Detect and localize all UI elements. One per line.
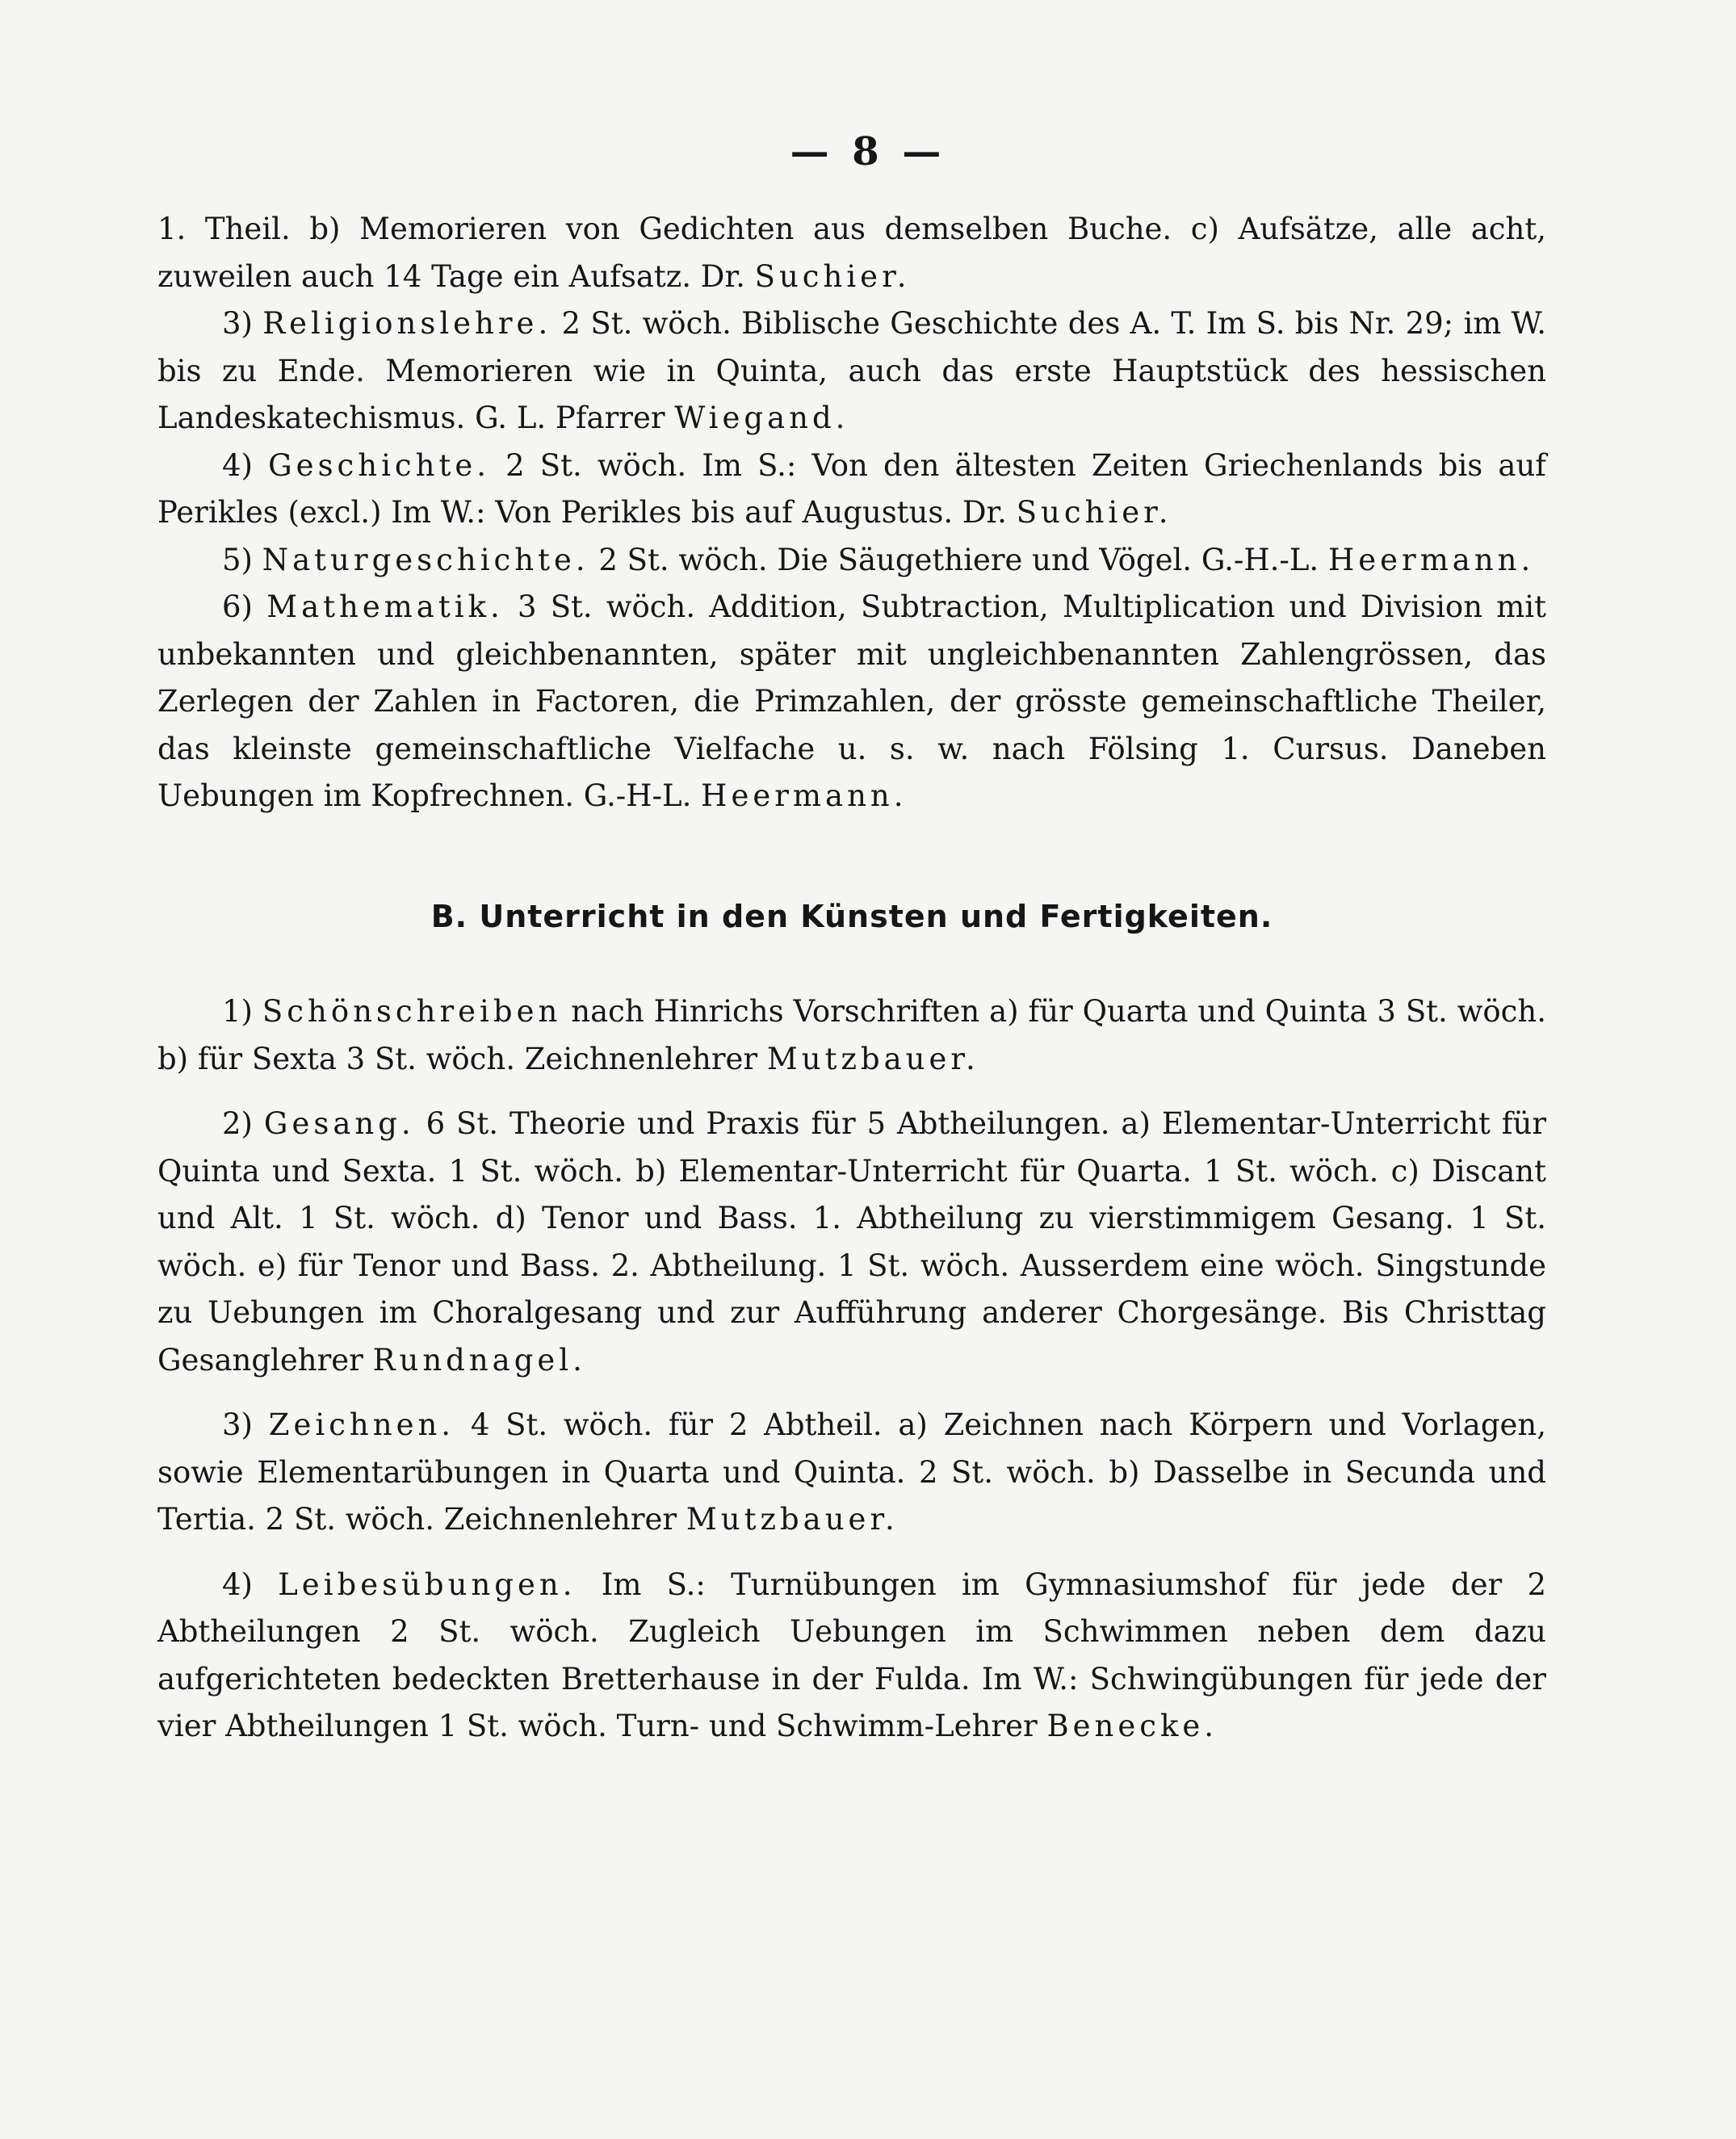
item-number: 4) bbox=[222, 1567, 253, 1602]
item-number: 3) bbox=[222, 1407, 253, 1442]
paragraph-schoenschreiben bbox=[157, 988, 1546, 1083]
paragraph-text: 2 St. wöch. Biblische Geschichte des A. T. Im S. bis Nr. 29; im W. bis zu Ende. Memorieren wie in Quinta, auch das erste Hauptstück des hessischen Landeskatechismus. G. L. Pfarrer bbox=[157, 306, 1546, 435]
teacher-name: Heermann. bbox=[1327, 542, 1535, 577]
subject-title: Zeichnen. bbox=[268, 1407, 455, 1442]
teacher-name: Mutzbauer. bbox=[766, 1041, 979, 1076]
subject-title: Schönschreiben bbox=[262, 994, 562, 1029]
paragraph-zeichnen bbox=[157, 1402, 1546, 1544]
subject-title: Geschichte. bbox=[268, 447, 491, 483]
section-spacer bbox=[157, 820, 1546, 893]
paragraph-geschichte bbox=[157, 442, 1546, 537]
subject-title: Religionslehre. bbox=[262, 306, 552, 341]
paragraph-gesang bbox=[157, 1101, 1546, 1384]
subject-title: Naturgeschichte. bbox=[262, 542, 589, 577]
teacher-name: Mutzbauer. bbox=[686, 1502, 899, 1537]
paragraph-naturgeschichte bbox=[157, 537, 1546, 585]
item-spacer bbox=[157, 1544, 1546, 1562]
paragraph-religionslehre bbox=[157, 300, 1546, 442]
item-spacer bbox=[157, 1083, 1546, 1101]
item-number: 3) bbox=[222, 306, 253, 341]
item-number: 5) bbox=[222, 542, 253, 577]
teacher-name: Suchier. bbox=[1016, 495, 1172, 530]
teacher-name: Suchier. bbox=[754, 258, 911, 294]
item-number: 1) bbox=[222, 994, 253, 1029]
paragraph-text: 1. Theil. b) Memorieren von Gedichten aus demselben Buche. c) Aufsätze, alle acht, zuweilen auch 14 Tage ein Aufsatz. Dr. bbox=[157, 212, 1546, 294]
item-spacer bbox=[157, 1384, 1546, 1402]
page-number: — 8 — bbox=[790, 129, 946, 174]
paragraph-text: Im S.: Turnübungen im Gymnasiumshof für jede der 2 Abtheilungen 2 St. wöch. Zugleich Uebungen im Schwimmen neben dem dazu aufgerichteten bedeckten Bretterhause in der Fulda. Im W.: Schwingübungen für jede der vier Abtheilungen 1 St. wöch. Turn- und Schwimm-Lehrer bbox=[157, 1567, 1547, 1743]
item-number: 6) bbox=[222, 589, 253, 624]
paragraph-text: 3 St. wöch. Addition, Subtraction, Multiplication und Division mit unbekannten und gleichbenannten, später mit ungleichbenannten Zahlengrössen, das Zerlegen der Zahlen in Factoren, die Primzahlen, der grösste gemeinschaftliche Theiler, das kleinste gemeinschaftliche Vielfache u. s. w. nach Fölsing 1. Cursus. Daneben Uebungen im Kopfrechnen. G.-H-L. bbox=[157, 589, 1547, 813]
page-body bbox=[157, 206, 1546, 1751]
section-heading: B. Unterricht in den Künsten und Fertigkeiten. bbox=[430, 898, 1273, 934]
paragraph-text: 4 St. wöch. für 2 Abtheil. a) Zeichnen nach Körpern und Vorlagen, sowie Elementarübungen in Quarta und Quinta. 2 St. wöch. b) Dasselbe in Secunda und Tertia. 2 St. wöch. Zeichnenlehrer bbox=[157, 1407, 1547, 1537]
paragraph-leibesuebungen bbox=[157, 1562, 1546, 1751]
paragraph-text: 6 St. Theorie und Praxis für 5 Abtheilungen. a) Elementar-Unterricht für Quinta und Sexta. 1 St. wöch. b) Elementar-Unterricht für Quarta. 1 St. wöch. c) Discant und Alt. 1 St. wöch. d) Tenor und Bass. 1. Abtheilung zu vierstimmigem Gesang. 1 St. wöch. e) für Tenor und Bass. 2. Abtheilung. 1 St. wöch. Ausserdem eine wöch. Singstunde zu Uebungen im Choralgesang und zur Aufführung anderer Chorgesänge. Bis Christtag Gesanglehrer bbox=[157, 1106, 1547, 1378]
item-number: 2) bbox=[222, 1106, 253, 1141]
subject-title: Gesang. bbox=[263, 1106, 415, 1141]
teacher-name: Rundnagel. bbox=[372, 1342, 586, 1378]
paragraph-text: nach Hinrichs Vorschriften a) für Quarta und Quinta 3 St. wöch. b) für Sexta 3 St. wöch. Zeichnenlehrer bbox=[157, 994, 1546, 1076]
paragraph-mathematik bbox=[157, 584, 1546, 820]
paragraph-german-continued bbox=[157, 206, 1546, 300]
item-number: 4) bbox=[222, 447, 253, 483]
subject-title: Leibesübungen. bbox=[278, 1567, 577, 1602]
paragraph-text: 2 St. wöch. Im S.: Von den ältesten Zeiten Griechenlands bis auf Perikles (excl.) Im W.: Von Perikles bis auf Augustus. Dr. bbox=[157, 447, 1546, 530]
teacher-name: Heermann. bbox=[701, 778, 908, 813]
paragraph-text: 2 St. wöch. Die Säugethiere und Vögel. G.-H.-L. bbox=[598, 542, 1319, 577]
subject-title: Mathematik. bbox=[266, 589, 504, 624]
teacher-name: Wiegand. bbox=[674, 401, 849, 435]
teacher-name: Benecke. bbox=[1046, 1709, 1218, 1743]
